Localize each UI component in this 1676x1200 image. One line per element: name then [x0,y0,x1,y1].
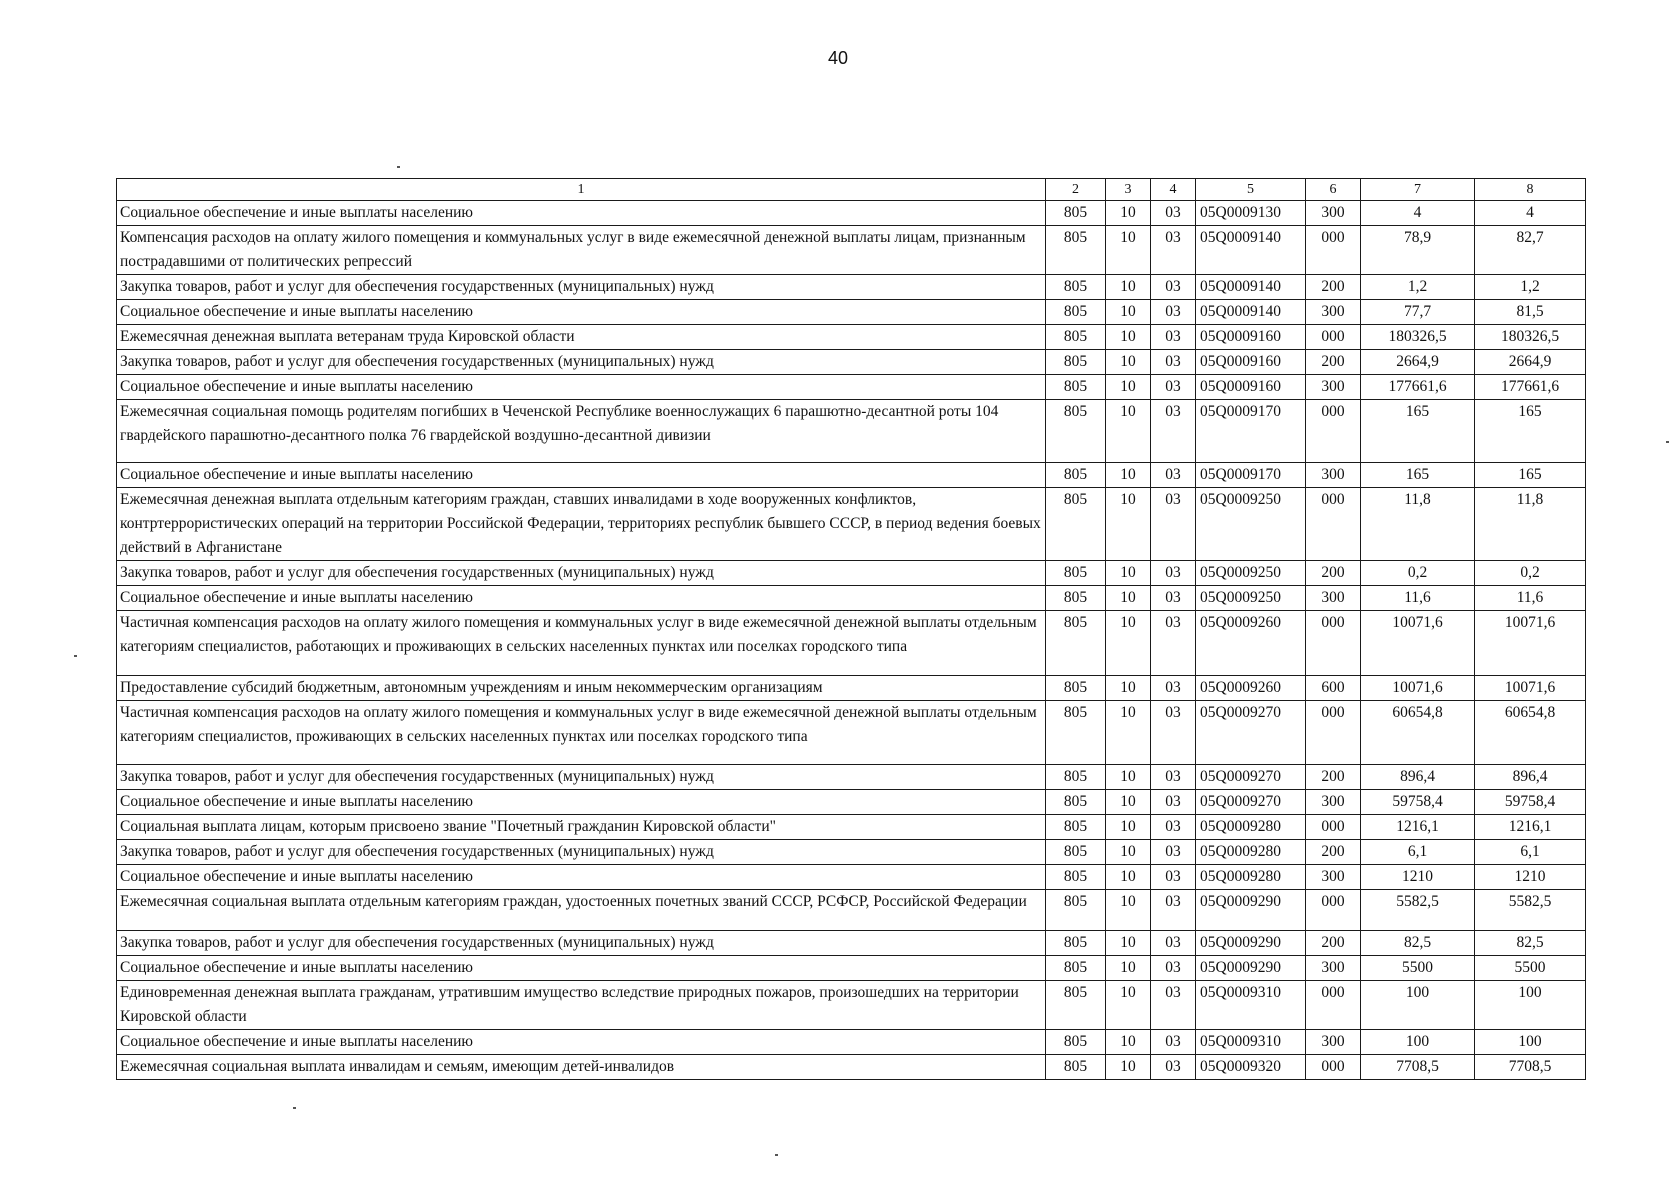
row-name-cell: Закупка товаров, работ и услуг для обеспечения государственных (муниципальных) нужд [117,275,1046,300]
row-cell-c8: 11,8 [1475,488,1586,561]
row-cell-c4: 03 [1151,488,1196,561]
row-cell-c5: 05Q0009270 [1196,790,1306,815]
row-cell-c5: 05Q0009270 [1196,701,1306,765]
row-cell-c4: 03 [1151,201,1196,226]
row-cell-c2: 805 [1046,488,1106,561]
row-cell-c8: 165 [1475,463,1586,488]
row-cell-c4: 03 [1151,815,1196,840]
row-name-cell: Социальное обеспечение и иные выплаты населению [117,956,1046,981]
row-cell-c4: 03 [1151,890,1196,931]
row-cell-c7: 100 [1361,981,1475,1030]
row-name-cell: Социальное обеспечение и иные выплаты населению [117,300,1046,325]
table-row [117,890,1586,931]
row-cell-c7: 59758,4 [1361,790,1475,815]
table-row [117,400,1586,463]
row-cell-c5: 05Q0009290 [1196,890,1306,931]
row-cell-c8: 165 [1475,400,1586,463]
row-cell-c8: 10071,6 [1475,676,1586,701]
row-cell-c5: 05Q0009280 [1196,815,1306,840]
row-cell-c3: 10 [1106,275,1151,300]
row-cell-c6: 300 [1306,865,1361,890]
row-cell-c3: 10 [1106,890,1151,931]
row-cell-c6: 300 [1306,956,1361,981]
row-cell-c3: 10 [1106,956,1151,981]
row-cell-c5: 05Q0009310 [1196,1030,1306,1055]
row-cell-c8: 7708,5 [1475,1055,1586,1080]
row-cell-c7: 10071,6 [1361,611,1475,676]
row-cell-c6: 200 [1306,765,1361,790]
row-cell-c4: 03 [1151,790,1196,815]
row-cell-c7: 60654,8 [1361,701,1475,765]
row-name-cell: Ежемесячная денежная выплата ветеранам труда Кировской области [117,325,1046,350]
row-name-cell: Ежемесячная денежная выплата отдельным категориям граждан, ставших инвалидами в ходе вооруженных конфликтов, контртеррористических операций на территории Российской Федерации, территориях республик бывшего СССР, в период ведения боевых действий в Афганистане [117,488,1046,561]
row-cell-c5: 05Q0009280 [1196,865,1306,890]
row-cell-c4: 03 [1151,1030,1196,1055]
row-cell-c5: 05Q0009130 [1196,201,1306,226]
row-cell-c8: 60654,8 [1475,701,1586,765]
row-cell-c8: 0,2 [1475,561,1586,586]
row-name-cell: Ежемесячная социальная выплата отдельным категориям граждан, удостоенных почетных званий СССР, РСФСР, Российской Федерации [117,890,1046,931]
row-cell-c3: 10 [1106,400,1151,463]
row-cell-c2: 805 [1046,1030,1106,1055]
row-cell-c8: 11,6 [1475,586,1586,611]
table-row [117,1055,1586,1080]
table-row [117,300,1586,325]
row-cell-c4: 03 [1151,840,1196,865]
row-cell-c5: 05Q0009160 [1196,350,1306,375]
row-cell-c4: 03 [1151,1055,1196,1080]
column-header: 8 [1475,179,1586,201]
row-cell-c8: 82,5 [1475,931,1586,956]
row-cell-c8: 10071,6 [1475,611,1586,676]
row-cell-c3: 10 [1106,226,1151,275]
row-cell-c3: 10 [1106,815,1151,840]
row-cell-c5: 05Q0009280 [1196,840,1306,865]
row-cell-c6: 300 [1306,463,1361,488]
row-cell-c4: 03 [1151,300,1196,325]
table-row [117,815,1586,840]
row-cell-c7: 11,6 [1361,586,1475,611]
row-name-cell: Закупка товаров, работ и услуг для обеспечения государственных (муниципальных) нужд [117,931,1046,956]
row-cell-c6: 300 [1306,586,1361,611]
row-cell-c3: 10 [1106,840,1151,865]
row-cell-c2: 805 [1046,561,1106,586]
scan-speck [293,1107,296,1109]
row-cell-c7: 165 [1361,463,1475,488]
row-cell-c5: 05Q0009140 [1196,226,1306,275]
row-cell-c4: 03 [1151,275,1196,300]
column-header: 7 [1361,179,1475,201]
row-cell-c4: 03 [1151,226,1196,275]
row-cell-c4: 03 [1151,350,1196,375]
row-cell-c8: 100 [1475,981,1586,1030]
row-cell-c7: 177661,6 [1361,375,1475,400]
row-cell-c3: 10 [1106,488,1151,561]
row-cell-c7: 78,9 [1361,226,1475,275]
row-cell-c3: 10 [1106,325,1151,350]
column-header: 2 [1046,179,1106,201]
row-cell-c8: 1210 [1475,865,1586,890]
row-cell-c3: 10 [1106,586,1151,611]
table-body [117,179,1586,1080]
row-cell-c5: 05Q0009290 [1196,956,1306,981]
row-cell-c7: 11,8 [1361,488,1475,561]
table-row [117,931,1586,956]
table-row [117,765,1586,790]
row-cell-c7: 165 [1361,400,1475,463]
table-row [117,226,1586,275]
row-name-cell: Компенсация расходов на оплату жилого помещения и коммунальных услуг в виде ежемесячной денежной выплаты лицам, признанным пострадавшими от политических репрессий [117,226,1046,275]
row-cell-c6: 000 [1306,488,1361,561]
row-cell-c4: 03 [1151,701,1196,765]
row-cell-c5: 05Q0009160 [1196,325,1306,350]
row-cell-c4: 03 [1151,865,1196,890]
row-cell-c5: 05Q0009250 [1196,586,1306,611]
row-name-cell: Социальное обеспечение и иные выплаты населению [117,1030,1046,1055]
row-cell-c5: 05Q0009290 [1196,931,1306,956]
row-cell-c6: 300 [1306,1030,1361,1055]
row-cell-c6: 000 [1306,815,1361,840]
row-cell-c7: 82,5 [1361,931,1475,956]
row-cell-c8: 1,2 [1475,275,1586,300]
row-cell-c2: 805 [1046,765,1106,790]
row-cell-c2: 805 [1046,400,1106,463]
row-cell-c6: 300 [1306,300,1361,325]
row-cell-c7: 6,1 [1361,840,1475,865]
row-cell-c6: 200 [1306,275,1361,300]
row-cell-c3: 10 [1106,350,1151,375]
row-cell-c7: 0,2 [1361,561,1475,586]
row-cell-c2: 805 [1046,815,1106,840]
row-cell-c2: 805 [1046,956,1106,981]
page-number: 40 [827,48,849,68]
row-cell-c7: 7708,5 [1361,1055,1475,1080]
table-row [117,488,1586,561]
row-cell-c7: 5582,5 [1361,890,1475,931]
row-name-cell: Социальное обеспечение и иные выплаты населению [117,375,1046,400]
row-cell-c8: 4 [1475,201,1586,226]
row-cell-c5: 05Q0009170 [1196,400,1306,463]
row-cell-c4: 03 [1151,561,1196,586]
row-cell-c5: 05Q0009170 [1196,463,1306,488]
row-cell-c6: 000 [1306,325,1361,350]
column-header: 3 [1106,179,1151,201]
table-row [117,840,1586,865]
table-row [117,865,1586,890]
row-cell-c4: 03 [1151,765,1196,790]
row-cell-c4: 03 [1151,931,1196,956]
scan-speck [397,166,400,168]
row-cell-c8: 896,4 [1475,765,1586,790]
row-cell-c8: 177661,6 [1475,375,1586,400]
table-row [117,956,1586,981]
row-cell-c8: 6,1 [1475,840,1586,865]
row-cell-c6: 600 [1306,676,1361,701]
column-header: 6 [1306,179,1361,201]
row-cell-c2: 805 [1046,865,1106,890]
row-name-cell: Ежемесячная социальная выплата инвалидам и семьям, имеющим детей-инвалидов [117,1055,1046,1080]
row-cell-c2: 805 [1046,350,1106,375]
row-name-cell: Закупка товаров, работ и услуг для обеспечения государственных (муниципальных) нужд [117,840,1046,865]
row-cell-c2: 805 [1046,676,1106,701]
row-cell-c5: 05Q0009260 [1196,611,1306,676]
row-cell-c3: 10 [1106,463,1151,488]
row-name-cell: Социальная выплата лицам, которым присвоено звание "Почетный гражданин Кировской области" [117,815,1046,840]
row-cell-c3: 10 [1106,676,1151,701]
scan-speck [775,1154,778,1156]
budget-table [116,178,1586,1080]
row-cell-c3: 10 [1106,1055,1151,1080]
table-row [117,611,1586,676]
row-cell-c8: 82,7 [1475,226,1586,275]
table-row [117,561,1586,586]
scan-speck [1666,441,1669,443]
row-cell-c5: 05Q0009160 [1196,375,1306,400]
row-cell-c7: 77,7 [1361,300,1475,325]
row-cell-c6: 000 [1306,1055,1361,1080]
row-cell-c8: 5582,5 [1475,890,1586,931]
row-name-cell: Закупка товаров, работ и услуг для обеспечения государственных (муниципальных) нужд [117,561,1046,586]
row-cell-c2: 805 [1046,981,1106,1030]
table-row [117,350,1586,375]
header-row [117,179,1586,201]
row-cell-c2: 805 [1046,275,1106,300]
row-cell-c8: 180326,5 [1475,325,1586,350]
row-cell-c8: 81,5 [1475,300,1586,325]
row-cell-c6: 300 [1306,790,1361,815]
table-row [117,1030,1586,1055]
row-cell-c2: 805 [1046,375,1106,400]
row-cell-c7: 1210 [1361,865,1475,890]
row-cell-c2: 805 [1046,300,1106,325]
row-name-cell: Социальное обеспечение и иные выплаты населению [117,790,1046,815]
row-cell-c4: 03 [1151,375,1196,400]
row-cell-c6: 000 [1306,226,1361,275]
row-cell-c8: 100 [1475,1030,1586,1055]
row-name-cell: Социальное обеспечение и иные выплаты населению [117,586,1046,611]
row-cell-c3: 10 [1106,201,1151,226]
row-cell-c5: 05Q0009140 [1196,275,1306,300]
row-cell-c3: 10 [1106,375,1151,400]
row-cell-c2: 805 [1046,931,1106,956]
row-cell-c5: 05Q0009250 [1196,561,1306,586]
row-cell-c2: 805 [1046,201,1106,226]
column-header: 4 [1151,179,1196,201]
row-name-cell: Единовременная денежная выплата гражданам, утратившим имущество вследствие природных пожаров, произошедших на территории Кировской области [117,981,1046,1030]
row-cell-c3: 10 [1106,931,1151,956]
row-cell-c6: 300 [1306,201,1361,226]
table-row [117,201,1586,226]
row-name-cell: Частичная компенсация расходов на оплату жилого помещения и коммунальных услуг в виде ежемесячной денежной выплаты отдельным категориям специалистов, проживающих в сельских населенных пунктах или поселках городского типа [117,701,1046,765]
row-cell-c8: 59758,4 [1475,790,1586,815]
row-cell-c5: 05Q0009140 [1196,300,1306,325]
row-cell-c3: 10 [1106,865,1151,890]
table-row [117,701,1586,765]
row-cell-c3: 10 [1106,701,1151,765]
row-cell-c2: 805 [1046,226,1106,275]
row-cell-c4: 03 [1151,981,1196,1030]
table-row [117,275,1586,300]
row-cell-c5: 05Q0009250 [1196,488,1306,561]
row-cell-c2: 805 [1046,1055,1106,1080]
row-cell-c2: 805 [1046,890,1106,931]
row-cell-c7: 2664,9 [1361,350,1475,375]
row-name-cell: Закупка товаров, работ и услуг для обеспечения государственных (муниципальных) нужд [117,350,1046,375]
row-cell-c6: 000 [1306,981,1361,1030]
row-cell-c5: 05Q0009260 [1196,676,1306,701]
row-cell-c3: 10 [1106,765,1151,790]
row-cell-c3: 10 [1106,300,1151,325]
row-cell-c6: 200 [1306,840,1361,865]
row-cell-c7: 10071,6 [1361,676,1475,701]
row-cell-c4: 03 [1151,463,1196,488]
scan-speck [74,655,77,657]
row-cell-c4: 03 [1151,676,1196,701]
row-cell-c4: 03 [1151,400,1196,463]
column-header: 1 [117,179,1046,201]
row-name-cell: Социальное обеспечение и иные выплаты населению [117,463,1046,488]
row-cell-c7: 5500 [1361,956,1475,981]
row-cell-c5: 05Q0009310 [1196,981,1306,1030]
row-cell-c7: 1216,1 [1361,815,1475,840]
row-cell-c2: 805 [1046,586,1106,611]
column-header: 5 [1196,179,1306,201]
row-name-cell: Предоставление субсидий бюджетным, автономным учреждениям и иным некоммерческим организациям [117,676,1046,701]
row-cell-c8: 2664,9 [1475,350,1586,375]
row-cell-c4: 03 [1151,956,1196,981]
row-cell-c4: 03 [1151,586,1196,611]
row-cell-c3: 10 [1106,790,1151,815]
row-cell-c6: 200 [1306,350,1361,375]
row-name-cell: Частичная компенсация расходов на оплату жилого помещения и коммунальных услуг в виде ежемесячной денежной выплаты отдельным категориям специалистов, работающих и проживающих в сельских населенных пунктах или поселках городского типа [117,611,1046,676]
row-cell-c3: 10 [1106,611,1151,676]
row-cell-c8: 1216,1 [1475,815,1586,840]
table-row [117,981,1586,1030]
row-cell-c5: 05Q0009320 [1196,1055,1306,1080]
row-cell-c8: 5500 [1475,956,1586,981]
table-row [117,375,1586,400]
row-cell-c4: 03 [1151,325,1196,350]
row-cell-c7: 1,2 [1361,275,1475,300]
row-cell-c6: 000 [1306,400,1361,463]
table-row [117,325,1586,350]
row-cell-c4: 03 [1151,611,1196,676]
row-cell-c3: 10 [1106,561,1151,586]
table-row [117,790,1586,815]
row-cell-c6: 200 [1306,561,1361,586]
row-cell-c6: 000 [1306,890,1361,931]
row-cell-c2: 805 [1046,463,1106,488]
row-cell-c6: 000 [1306,611,1361,676]
row-name-cell: Ежемесячная социальная помощь родителям погибших в Чеченской Республике военнослужащих 6 парашютно-десантной роты 104 гвардейского парашютно-десантного полка 76 гвардейской воздушно-десантной дивизии [117,400,1046,463]
table-row [117,676,1586,701]
row-name-cell: Социальное обеспечение и иные выплаты населению [117,865,1046,890]
row-cell-c2: 805 [1046,701,1106,765]
row-cell-c7: 4 [1361,201,1475,226]
row-cell-c6: 200 [1306,931,1361,956]
table-row [117,463,1586,488]
row-cell-c7: 896,4 [1361,765,1475,790]
row-cell-c7: 180326,5 [1361,325,1475,350]
row-cell-c6: 000 [1306,701,1361,765]
row-name-cell: Закупка товаров, работ и услуг для обеспечения государственных (муниципальных) нужд [117,765,1046,790]
row-cell-c3: 10 [1106,981,1151,1030]
row-cell-c7: 100 [1361,1030,1475,1055]
row-cell-c3: 10 [1106,1030,1151,1055]
row-cell-c2: 805 [1046,611,1106,676]
row-cell-c5: 05Q0009270 [1196,765,1306,790]
row-name-cell: Социальное обеспечение и иные выплаты населению [117,201,1046,226]
row-cell-c6: 300 [1306,375,1361,400]
row-cell-c2: 805 [1046,325,1106,350]
row-cell-c2: 805 [1046,840,1106,865]
table-row [117,586,1586,611]
row-cell-c2: 805 [1046,790,1106,815]
